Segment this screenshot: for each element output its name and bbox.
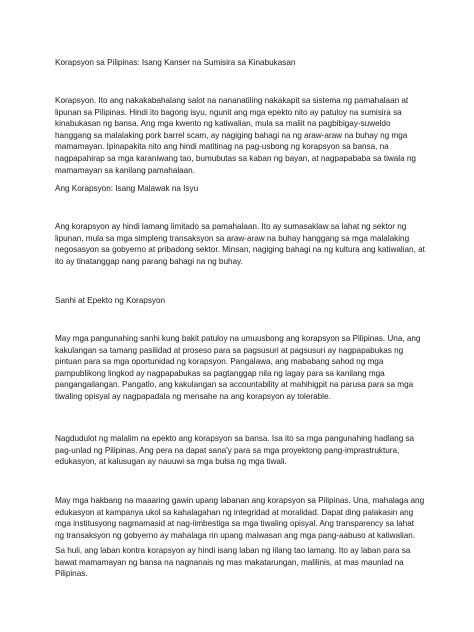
paragraph-hakbang: May mga hakbang na maaaring gawin upang labanan ang korapsyon sa Pilipinas. Una, mahalaga ang edukasyon at kampanya ukol sa kahalagahan ng integridad at moralidad. Dapat ding palakasin ang mga institusyong nagmamasid at nag-iimbestiga sa mga tiwaling opisyal. Ang transparency sa lahat ng transaksyon ng gobyerno ay mahalaga rin upang maiwasan ang mga pang-aabuso at katiwalian. xyxy=(55,496,425,540)
paragraph-epekto: Nagdudulot ng malalim na epekto ang korapsyon sa bansa. Isa ito sa mga pangunahing hadlang sa pag-unlad ng Pilipinas. Ang pera na dapat sana'y para sa mga proyektong pang-imprastruktura, edukasyon, at kalusugan ay nauuwi sa mga bulsa ng mga tiwali. xyxy=(55,434,415,467)
paragraph-malawak-na-isyu: Ang korapsyon ay hindi lamang limitado sa pamahalaan. Ito ay sumasaklaw sa lahat ng sektor ng lipunan, mula sa mga simpleng transaksyon sa araw-araw na buhay hanggang sa mga malalaking negosasyon sa gobyerno at pribadong sektor. Minsan, nagiging bahagi na ng kultura ang katiwalian, at ito ay tinatanggap nang parang bahagi na ng buhay. xyxy=(55,222,425,266)
paragraph-sanhi: May mga pangunahing sanhi kung bakit patuloy na umuusbong ang korapsyon sa Pilipinas. Una, ang kakulangan sa tamang pasilidad at proseso para sa pagsusuri at pagsusuri ay nagpapabukas ng pintuan para sa mga oportunidad ng korapsyon. Pangalawa, ang mababang sahod ng mga pampublikong lingkod ay nagpapabukas sa pagtanggap nila ng lagay para sa kanilang mga pangangailangan. Pangatlo, ang kakulangan sa accountability at mahihigpit na parusa para sa mga tiwaling opisyal ay nagpapadala ng mensahe na ang korapsyon ay tolerable. xyxy=(55,334,421,401)
section-heading-malawak-na-isyu: Ang Korapsyon: Isang Malawak na Isyu xyxy=(55,184,199,193)
paragraph-intro: Korapsyon. Ito ang nakakabahalang salot na nananatiling nakakapit sa sistema ng pamahalaan at lipunan sa Pilipinas. Hindi ito bagong isyu, ngunit ang mga epekto nito ay patuloy na sumisira sa kinabukasan ng bansa. Ang mga kwento ng katiwalian, mula sa maliit na pagbibigay-suweldo hanggang sa malalaking pork barrel scam, ay nagiging bahagi na ng araw-araw na buhay ng mga mamamayan. Ipinapakita nito ang hindi matitinag na pag-usbong ng korapsyon sa bansa, na nagpapahirap sa mga karaniwang tao, bumubutas sa kaban ng bayan, at nagpapababa sa tiwala ng mamamayan sa kanilang pamahalaan. xyxy=(55,96,416,175)
document-title: Korapsyon sa Pilipinas: Isang Kanser na Sumisira sa Kinabukasan xyxy=(55,58,296,67)
paragraph-konklusyon: Sa huli, ang laban kontra korapsyon ay hindi isang laban ng iilang tao lamang. Ito ay laban para sa bawat mamamayan ng bansa na nagnanais ng mas makatarungan, malilinis, at mas maunlad na Pilipinas. xyxy=(55,546,411,579)
section-heading-sanhi-at-epekto: Sanhi at Epekto ng Korapsyon xyxy=(55,296,166,305)
